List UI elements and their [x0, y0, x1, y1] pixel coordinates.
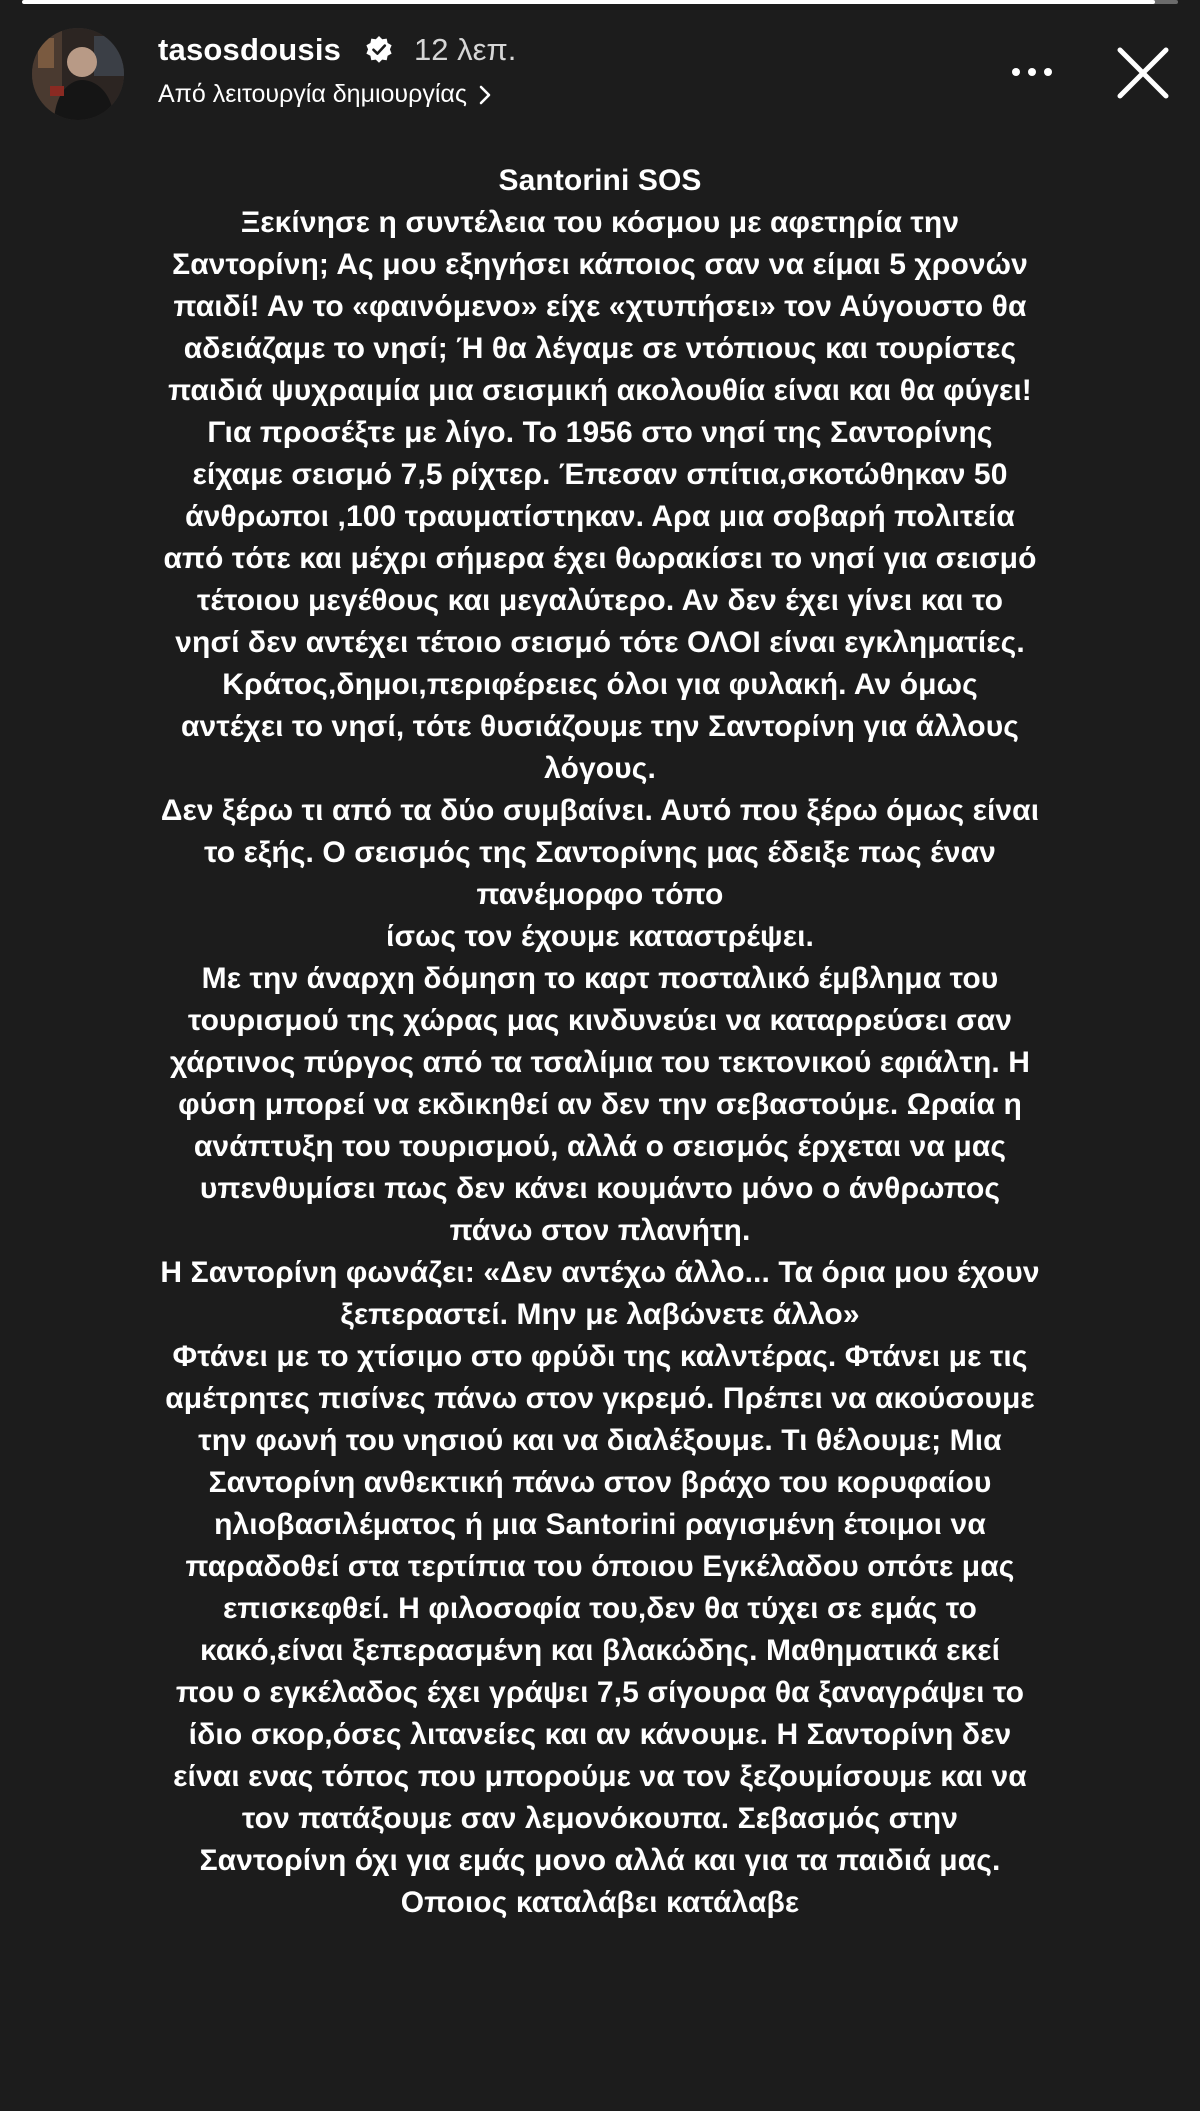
- post-text-line: τον πατάξουμε σαν λεμονόκουπα. Σεβασμός στην: [242, 1802, 958, 1835]
- post-text-line: από τότε και μέχρι σήμερα έχει θωρακίσει το νησί για σεισμό: [163, 542, 1037, 575]
- verified-badge-icon: [364, 35, 394, 65]
- post-text-line: τέτοιου μεγέθους και μεγαλύτερο. Αν δεν έχει γίνει και το: [196, 584, 1004, 617]
- post-text-line: πάνω στον πλανήτη.: [449, 1214, 751, 1247]
- avatar[interactable]: [32, 28, 124, 120]
- post-time: 12 λεπ.: [414, 32, 517, 67]
- post-title: Santorini SOS: [498, 164, 702, 197]
- post-text-line: Σαντορίνη όχι για εμάς μονο αλλά και για τα παιδιά μας.: [199, 1844, 1001, 1877]
- chevron-right-icon: [477, 84, 493, 106]
- post-text-line: Κράτος,δημοι,περιφέρειες όλοι για φυλακή. Αν όμως: [222, 668, 978, 701]
- post-text-line: αδειάζαμε το νησί; Ή θα λέγαμε σε ντόπιους και τουρίστες: [183, 332, 1017, 365]
- post-text-line: φύση μπορεί να εκδικηθεί αν δεν την σεβαστούμε. Ωραία η: [178, 1088, 1022, 1121]
- post-text-line: που ο εγκέλαδος έχει γράψει 7,5 σίγουρα θα ξαναγράψει το: [175, 1676, 1025, 1709]
- post-text-line: επισκεφθεί. Η φιλοσοφία του,δεν θα τύχει σε εμάς το: [222, 1592, 977, 1625]
- post-text-line: Φτάνει με το χτίσιμο στο φρύδι της καλντέρας. Φτάνει με τις: [172, 1340, 1028, 1373]
- post-text-line: Σαντορίνη; Ας μου εξηγήσει κάποιος σαν να είμαι 5 χρονών: [172, 248, 1028, 281]
- post-text-line: άνθρωποι ,100 τραυματίστηκαν. Αρα μια σοβαρή πολιτεία: [185, 500, 1015, 533]
- post-text-line: είναι ενας τόπος που μπορούμε να τον ξεζουμίσουμε και να: [173, 1760, 1027, 1793]
- post-text-line: αμέτρητες πισίνες πάνω στον γκρεμό. Πρέπει να ακούσουμε: [165, 1382, 1035, 1415]
- username[interactable]: tasosdousis: [158, 32, 342, 67]
- post-text: [40, 160, 1160, 1924]
- post-text-line: πανέμορφο τόπο: [476, 878, 724, 911]
- post-text-line: Η Σαντορίνη φωνάζει: «Δεν αντέχω άλλο... Τα όρια μου έχουν: [160, 1256, 1040, 1289]
- post-text-line: είχαμε σεισμό 7,5 ρίχτερ. Έπεσαν σπίτια,σκοτώθηκαν 50: [192, 458, 1008, 491]
- post-text-line: ανάπτυξη του τουρισμού, αλλά ο σεισμός έρχεται να μας: [193, 1130, 1007, 1163]
- creation-mode-label: Από λειτουργία δημιουργίας: [158, 80, 467, 108]
- post-text-line: ηλιοβασιλέματος ή μια Santorini ραγισμένη έτοιμοι να: [214, 1508, 986, 1541]
- avatar-image: [32, 28, 124, 120]
- creation-mode-link[interactable]: [158, 80, 493, 109]
- story-header: [0, 0, 1200, 140]
- close-icon[interactable]: [1112, 42, 1174, 104]
- post-text-line: παραδοθεί στα τερτίπια του όποιου Εγκέλαδου οπότε μας: [185, 1550, 1015, 1583]
- post-text-line: την φωνή του νησιού και να διαλέξουμε. Τι θέλουμε; Μια: [198, 1424, 1002, 1457]
- post-text-line: παιδιά ψυχραιμία μια σεισμική ακολουθία είναι και θα φύγει!: [168, 374, 1032, 407]
- post-text-line: Ξεκίνησε η συντέλεια του κόσμου με αφετηρία την: [240, 206, 960, 239]
- post-text-line: κακό,είναι ξεπερασμένη και βλακώδης. Μαθηματικά εκεί: [199, 1634, 1001, 1667]
- post-text-line: Για προσέξτε με λίγο. Το 1956 στο νησί της Σαντορίνης: [207, 416, 993, 449]
- post-text-line: αντέχει το νησί, τότε θυσιάζουμε την Σαντορίνη για άλλους: [181, 710, 1019, 743]
- post-text-line: Σαντορίνη ανθεκτική πάνω στον βράχο του κορυφαίου: [208, 1466, 992, 1499]
- more-dots-icon-dot-2: [1028, 68, 1036, 76]
- more-options-button[interactable]: [1000, 50, 1064, 94]
- post-text-line: Οποιος καταλάβει κατάλαβε: [400, 1886, 800, 1919]
- post-text-line: το εξής. Ο σεισμός της Σαντορίνης μας έδειξε πως έναν: [204, 836, 996, 869]
- post-text-line: Δεν ξέρω τι από τα δύο συμβαίνει. Αυτό που ξέρω όμως είναι: [160, 794, 1040, 827]
- more-dots-icon-dot-3: [1044, 68, 1052, 76]
- post-text-line: νησί δεν αντέχει τέτοιο σεισμό τότε ΟΛΟΙ είναι εγκληματίες.: [175, 626, 1025, 659]
- post-text-line: λόγους.: [544, 752, 656, 785]
- post-text-line: χάρτινος πύργος από τα τσαλίμια του τεκτονικού εφιάλτη. Η: [169, 1046, 1031, 1079]
- post-text-line: Με την άναρχη δόμηση το καρτ ποσταλικό έμβλημα του: [201, 962, 999, 995]
- more-dots-icon: [1012, 68, 1020, 76]
- post-text-line: υπενθυμίσει πως δεν κάνει κουμάντο μόνο ο άνθρωπος: [199, 1172, 1001, 1205]
- post-text-line: παιδί! Αν το «φαινόμενο» είχε «χτυπήσει» τον Αύγουστο θα: [173, 290, 1027, 323]
- post-text-line: ίσως τον έχουμε καταστρέψει.: [386, 920, 814, 953]
- post-text-line: ξεπεραστεί. Μην με λαβώνετε άλλο»: [340, 1298, 860, 1331]
- post-text-line: ίδιο σκορ,όσες λιτανείες και αν κάνουμε. Η Σαντορίνη δεν: [188, 1718, 1012, 1751]
- post-text-line: τουρισμού της χώρας μας κινδυνεύει να καταρρεύσει σαν: [187, 1004, 1013, 1037]
